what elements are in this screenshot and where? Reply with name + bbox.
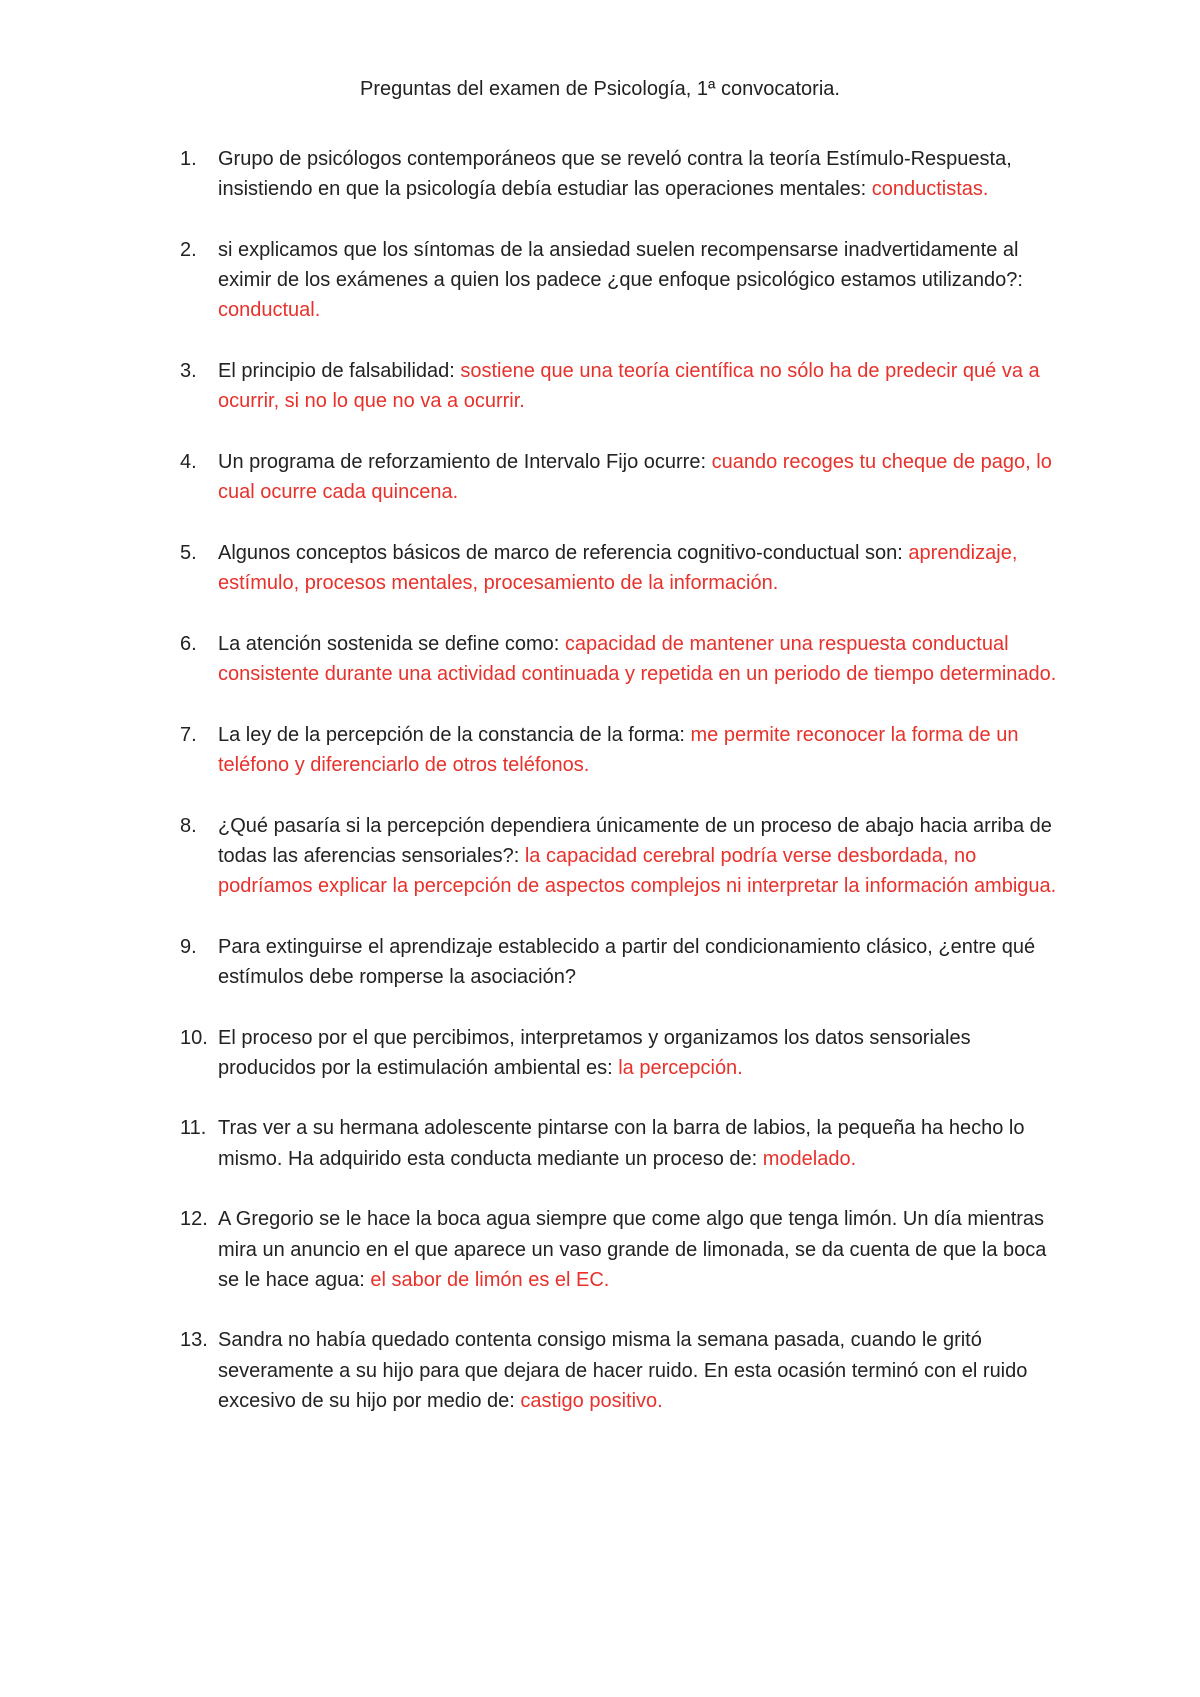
question-item — [180, 356, 1060, 416]
answer-text: conductual. — [218, 299, 321, 322]
document-title: Preguntas del examen de Psicología, 1ª convocatoria. — [360, 78, 840, 100]
question-text: La atención sostenida se define como: — [218, 632, 565, 655]
answer-text: conductistas. — [871, 178, 989, 201]
question-number: 8. — [180, 814, 197, 837]
question-text: A Gregorio se le hace la boca agua siempre que come algo que tenga limón. Un día mientras mira un anuncio en el que aparece un vaso grande de limonada, se da cuenta de que la boca se le hace agua: — [218, 1208, 1047, 1291]
question-item — [180, 1023, 1060, 1083]
answer-text: castigo positivo. — [520, 1389, 663, 1412]
question-text: si explicamos que los síntomas de la ansiedad suelen recompensarse inadvertidamente al eximir de los exámenes a quien los padece ¿que enfoque psicológico estamos utilizando?: — [218, 238, 1023, 292]
question-number: 10. — [180, 1026, 208, 1049]
question-number: 12. — [180, 1208, 208, 1231]
question-number: 7. — [180, 723, 197, 746]
answer-text: la percepción. — [618, 1056, 743, 1079]
question-number: 3. — [180, 360, 197, 383]
question-item — [180, 811, 1060, 902]
question-number: 1. — [180, 148, 197, 170]
question-item — [180, 144, 1060, 204]
question-item — [180, 629, 1060, 689]
question-text: ¿Qué pasaría si la percepción dependiera únicamente de un proceso de abajo hacia arriba de todas las aferencias sensoriales?: — [218, 814, 1052, 867]
answer-text: modelado. — [762, 1147, 857, 1170]
answer-text: la capacidad cerebral podría verse desbordada, no podríamos explicar la percepción de aspectos complejos ni interpretar la información ambigua. — [218, 844, 1057, 897]
question-number: 4. — [180, 450, 197, 473]
answer-text: aprendizaje, estímulo, procesos mentales, procesamiento de la información. — [218, 541, 1018, 595]
question-text: Tras ver a su hermana adolescente pintarse con la barra de labios, la pequeña ha hecho lo mismo. Ha adquirido esta conducta mediante un proceso de: — [218, 1117, 1025, 1170]
question-item — [180, 720, 1060, 780]
question-text: Para extinguirse el aprendizaje establecido a partir del condicionamiento clásico, ¿entre qué estímulos debe romperse la asociación? — [218, 935, 1036, 988]
answer-text: el sabor de limón es el EC. — [370, 1268, 610, 1291]
question-text: Sandra no había quedado contenta consigo misma la semana pasada, cuando le gritó severamente a su hijo para que dejara de hacer ruido. En esta ocasión terminó con el ruido excesivo de su hijo por medio de: — [218, 1329, 1028, 1412]
question-item — [180, 538, 1060, 598]
question-number: 6. — [180, 632, 197, 655]
question-text: Grupo de psicólogos contemporáneos que se reveló contra la teoría Estímulo-Respuesta, insistiendo en que la psicología debía estudiar las operaciones mentales: — [218, 148, 1012, 201]
question-number: 2. — [180, 238, 197, 261]
question-text: El principio de falsabilidad: — [218, 360, 461, 383]
question-text: Algunos conceptos básicos de marco de referencia cognitivo-conductual son: — [218, 541, 909, 564]
question-item — [180, 447, 1060, 507]
question-text: La ley de la percepción de la constancia de la forma: — [218, 723, 691, 746]
question-list — [180, 144, 1060, 1447]
question-text: El proceso por el que percibimos, interpretamos y organizamos los datos sensoriales producidos por la estimulación ambiental es: — [218, 1026, 971, 1079]
answer-text: sostiene que una teoría científica no sólo ha de predecir qué va a ocurrir, si no lo que no va a ocurrir. — [218, 360, 1040, 413]
question-item — [180, 1204, 1060, 1295]
answer-text: cuando recoges tu cheque de pago, lo cual ocurre cada quincena. — [218, 450, 1052, 504]
answer-text: capacidad de mantener una respuesta conductual consistente durante una actividad continuada y repetida en un periodo de tiempo determinado. — [218, 632, 1057, 685]
question-number: 13. — [180, 1329, 208, 1352]
question-text: Un programa de reforzamiento de Intervalo Fijo ocurre: — [218, 450, 712, 473]
question-number: 5. — [180, 541, 197, 564]
question-item — [180, 1113, 1060, 1173]
question-number: 11. — [180, 1117, 207, 1140]
question-number: 9. — [180, 935, 197, 958]
question-item — [180, 932, 1060, 992]
answer-text: me permite reconocer la forma de un teléfono y diferenciarlo de otros teléfonos. — [218, 723, 1019, 776]
question-item — [180, 1325, 1060, 1416]
question-item — [180, 235, 1060, 326]
